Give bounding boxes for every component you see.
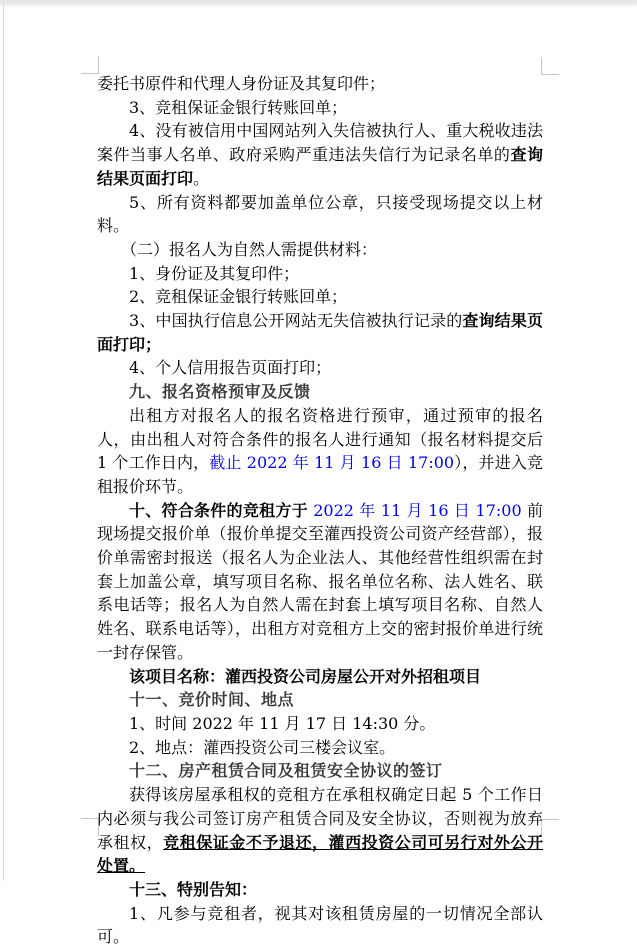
list-item-text: 3、竞租保证金银行转账回单； [129,97,348,117]
deadline-date: 截止 2022 年 11 月 16 日 17:00 [209,453,455,473]
list-item-text: 1、时间 2022 年 11 月 17 日 14:30 分。 [129,713,436,733]
paragraph [97,238,543,262]
crop-mark-bottom-right [541,819,559,837]
page-left-edge-line [3,0,4,881]
list-item-text: 2、地点：灌西投资公司三楼会议室。 [129,737,396,757]
list-item-text: 4、没有被信用中国网站列入失信被执行人、重大税收违法案件当事人名单、政府采购严重违法失信行为记录名单的 [97,121,543,165]
sub-section-title: （二）报名人为自然人需提供材料： [121,239,378,259]
paragraph [97,72,543,96]
document-body [97,72,543,949]
paragraph [97,380,543,404]
project-name: 该项目名称：灌西投资公司房屋公开对外招租项目 [129,666,482,686]
paragraph [97,285,543,309]
paragraph [97,119,543,190]
paragraph [97,878,543,902]
section-heading-inline: 十、符合条件的竞租方于 [129,500,308,520]
text-run: 获得该房屋承租权的竞租方在承租权确定日起 5 个工作日内必须与我公司签订房产租赁合同及安全协议，否则视为放弃承租权， [97,785,543,852]
section-heading: 十一、竞价时间、地点 [129,690,295,710]
deadline-date: 2022 年 11 月 16 日 17:00 [307,500,527,520]
list-item-text: 5、所有资料都要加盖单位公章，只接受现场提交以上材料。 [97,192,543,236]
emphasis-text: 查询结果页面打印 [97,145,543,188]
text-run: 。 [193,168,210,188]
text-run: 出租方对报名人的报名资格进行预审，通过预审的报名人，由出租人对符合条件的报名人进行通知（报名材料提交后 1 个工作日内， [97,405,543,473]
section-heading-inline: 十三、特别告知： [129,879,258,899]
paragraph [97,191,543,238]
paragraph [97,902,543,949]
crop-mark-top-right [541,57,559,75]
paragraph [97,356,543,380]
paragraph [97,783,543,878]
text-run: 委托书原件和代理人身份证及其复印件； [97,74,386,93]
paragraph [97,404,543,499]
list-item-text: 1、身份证及其复印件； [129,263,300,283]
page-top-shade [0,0,637,8]
emphasis-text: 查询结果页面打印； [97,311,543,354]
section-heading: 九、报名资格预审及反馈 [129,382,311,402]
paragraph [97,712,543,736]
list-item-text: 1、凡参与竞租者，视其对该租赁房屋的一切情况全部认可。 [97,903,543,947]
list-item-text: 2、竞租保证金银行转账回单； [129,287,348,307]
list-item-text: 4、个人信用报告页面打印； [129,358,332,378]
paragraph [97,688,543,712]
paragraph [97,499,543,665]
emphasis-underline-text: 竞租保证金不予退还，灌西投资公司可另行对外公开处置。 [97,832,543,876]
paragraph [97,736,543,760]
text-run: 前现场提交报价单（报价单提交至灌西投资公司资产经营部），报价单需密封报送（报名人为企业法人、其他经营性组织需在封套上加盖公章，填写项目名称、报名单位名称、法人姓名、联系电话等；报名人为自然人需在封套上填写项目名称、自然人姓名、联系电话等），出租方对竞租方上交的密封报价单进行统一封存保管。 [97,500,543,662]
section-heading: 十二、房产租赁合同及租赁安全协议的签订 [129,761,443,781]
paragraph [97,96,543,120]
text-run: ），并进入竞租报价环节。 [97,453,543,496]
list-item-text: 3、中国执行信息公开网站无失信被执行记录的 [129,311,463,331]
paragraph [97,309,543,356]
paragraph [97,262,543,286]
paragraph [97,665,543,689]
paragraph [97,759,543,783]
